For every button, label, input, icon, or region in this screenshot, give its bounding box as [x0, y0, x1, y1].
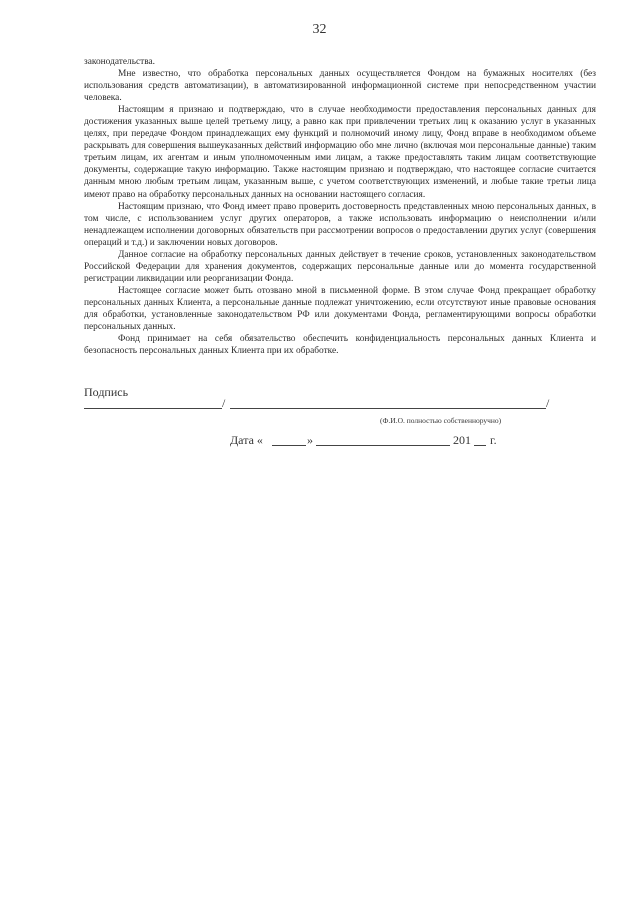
- paragraph-verification: Настоящим признаю, что Фонд имеет право проверить достоверность представленных мною персональных данных, в том числе, с использованием услуг других операторов, а также использовать информацию о неисполнении и/или ненадлежащем исполнении договорных обязательств при рассмотрении вопросов о предоставлении других услуг (совершения операций и т.д.) и заключении новых договоров.: [84, 201, 596, 248]
- date-label: Дата «: [230, 433, 263, 447]
- year-blank: [474, 445, 486, 446]
- paragraph-validity: Данное согласие на обработку персональных данных действует в течение сроков, установленных законодательством Российской Федерации для хранения документов, содержащих персональные данные или до момента государственной регистрации ликвидации или реорганизации Фонда.: [84, 249, 596, 284]
- paragraph-third-parties: Настоящим я признаю и подтверждаю, что в случае необходимости предоставления персональных данных для достижения указанных выше целей третьему лицу, а равно как при привлечении третьих лиц к оказанию услуг в указанных целях, при передаче Фондом принадлежащих ему функций и полномочий иному лицу, Фонд вправе в необходимом объеме раскрывать для совершения вышеуказанных действий информацию обо мне лично (включая мои персональные данные) таким третьим лицам, их агентам и иным уполномоченным ими лицам, а также предоставлять таким лицам соответствующие документы, содержащие такую информацию. Также настоящим признаю и подтверждаю, что настоящее согласие считается данным мною любым третьим лицам, указанным выше, с учетом соответствующих изменений, и любые такие третьи лица имеют право на обработку персональных данных на основании настоящего согласия.: [84, 105, 596, 200]
- signature-label: Подпись: [84, 385, 129, 399]
- paragraph-continuation: законодательства.: [84, 57, 156, 67]
- month-blank: [316, 445, 450, 446]
- full-name-end-separator: /: [546, 396, 550, 410]
- paragraph-processing-methods: Мне известно, что обработка персональных данных осуществляется Фондом на бумажных носителях (без использования средств автоматизации), в автоматизированной информационной системе при непосредственном участии человека.: [84, 69, 596, 104]
- signature-separator: /: [222, 396, 226, 410]
- day-blank: [272, 445, 306, 446]
- signature-line: [84, 396, 554, 410]
- full-name-blank: [230, 408, 546, 409]
- date-line: [230, 432, 510, 448]
- page-number: 32: [312, 22, 327, 37]
- full-name-hint: (Ф.И.О. полностью собственноручно): [380, 416, 502, 425]
- year-suffix: г.: [490, 433, 497, 447]
- consent-text: [84, 56, 596, 357]
- paragraph-revocation: Настоящее согласие может быть отозвано мной в письменной форме. В этом случае Фонд прекращает обработку персональных данных Клиента, а персональные данные подлежат уничтожению, если отсутствуют иные правовые основания для обработки, установленные законодательством РФ или документами Фонда, регламентирующими вопросы обработки персональных данных.: [84, 285, 596, 333]
- year-prefix: 201: [453, 433, 471, 447]
- signature-blank: [84, 408, 222, 409]
- date-close-quote: »: [307, 433, 313, 447]
- paragraph-confidentiality: Фонд принимает на себя обязательство обеспечить конфиденциальность персональных данных Клиента и безопасность персональных данных Клиента при их обработке.: [84, 334, 596, 357]
